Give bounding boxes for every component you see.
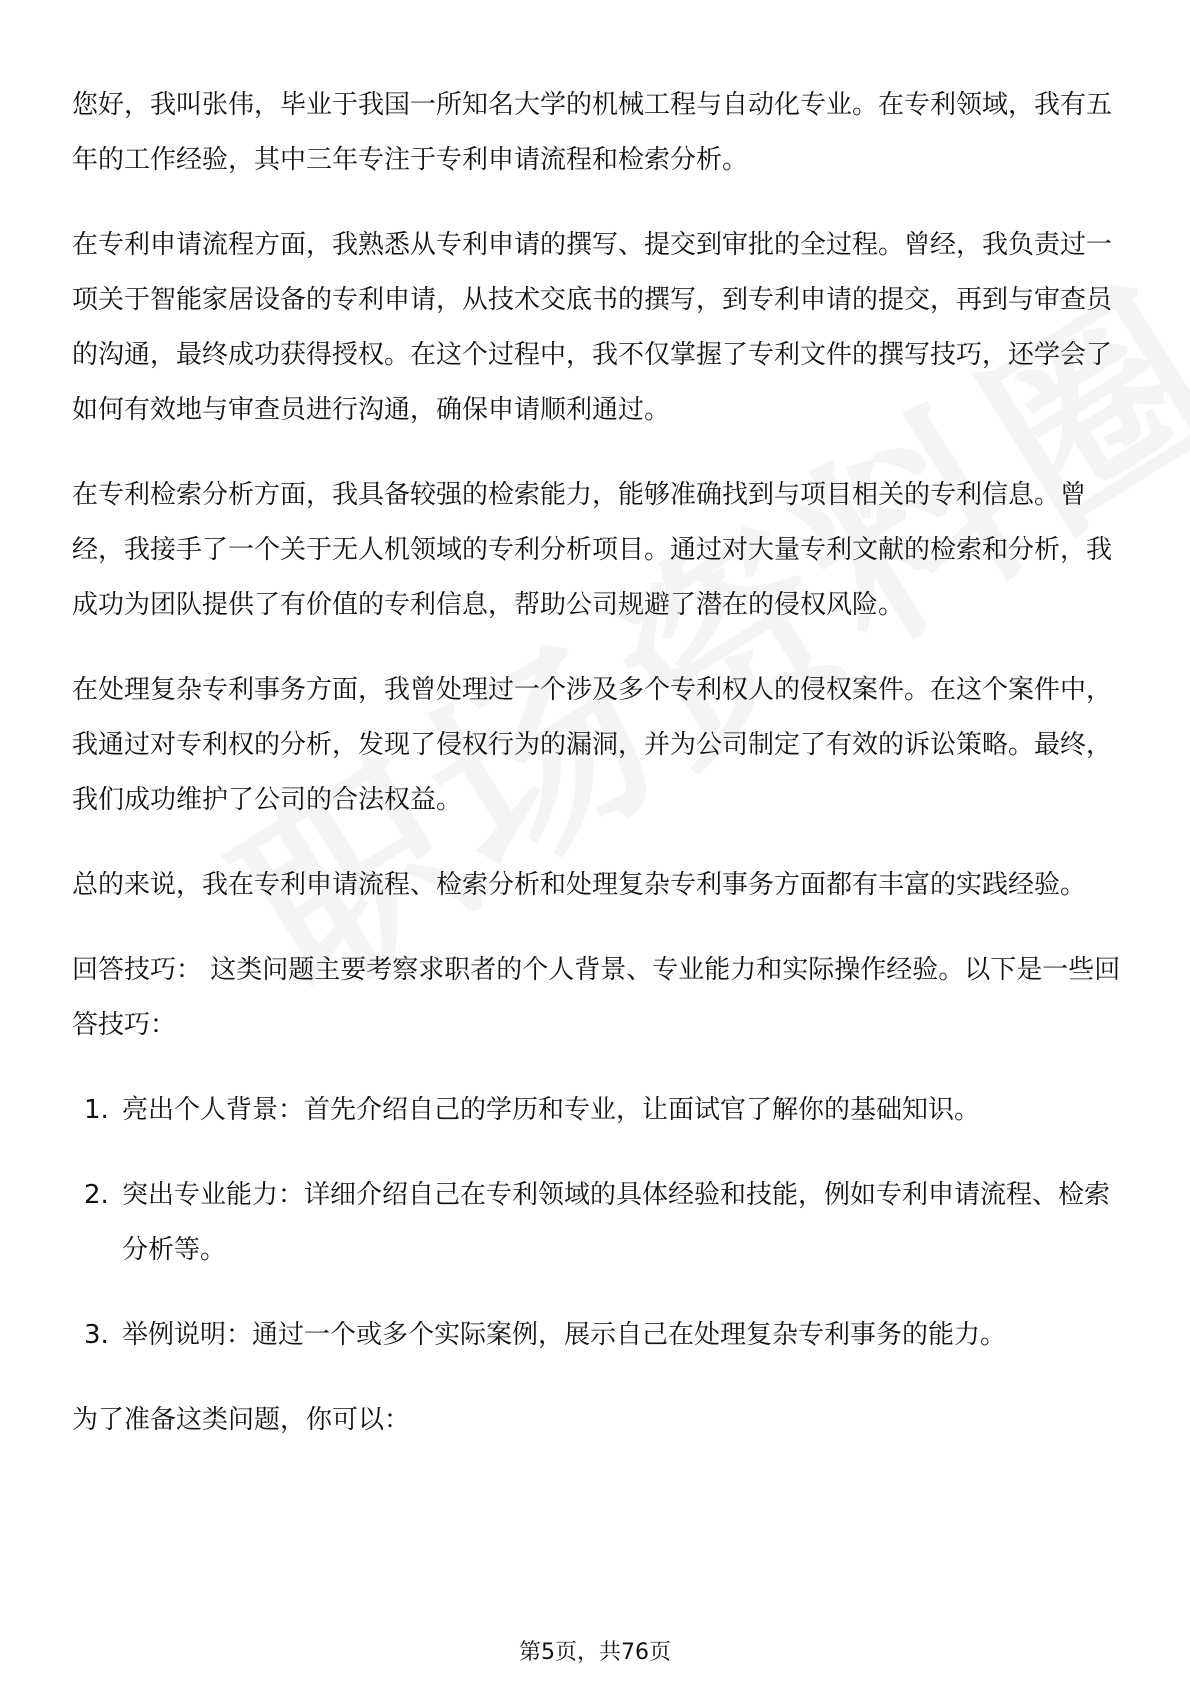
- list-item-text: 举例说明：通过一个或多个实际案例，展示自己在处理复杂专利事务的能力。: [122, 1320, 1007, 1350]
- list-item: [72, 1168, 1122, 1278]
- page-number: 第5页，共76页: [519, 1640, 671, 1665]
- paragraph-complex-affairs: 在处理复杂专利事务方面，我曾处理过一个涉及多个专利权人的侵权案件。在这个案件中，我通过对专利权的分析，发现了侵权行为的漏洞，并为公司制定了有效的诉讼策略。最终，我们成功维护了公司的合法权益。: [72, 675, 1113, 815]
- document-body: [72, 78, 1122, 1478]
- paragraph-search-analysis: 在专利检索分析方面，我具备较强的检索能力，能够准确找到与项目相关的专利信息。曾经，我接手了一个关于无人机领域的专利分析项目。通过对大量专利文献的检索和分析，我成功为团队提供了有价值的专利信息，帮助公司规避了潜在的侵权风险。: [72, 480, 1113, 620]
- list-item-number: 2.: [84, 1180, 109, 1210]
- list-item-text: 突出专业能力：详细介绍自己在专利领域的具体经验和技能，例如专利申请流程、检索分析等。: [122, 1180, 1111, 1265]
- paragraph-application-process: 在专利申请流程方面，我熟悉从专利申请的撰写、提交到审批的全过程。曾经，我负责过一项关于智能家居设备的专利申请，从技术交底书的撰写，到专利申请的提交，再到与审查员的沟通，最终成功获得授权。在这个过程中，我不仅掌握了专利文件的撰写技巧，还学会了如何有效地与审查员进行沟通，确保申请顺利通过。: [72, 230, 1113, 425]
- tips-list: [72, 1083, 1122, 1363]
- paragraph-intro: 您好，我叫张伟，毕业于我国一所知名大学的机械工程与自动化专业。在专利领域，我有五年的工作经验，其中三年专注于专利申请流程和检索分析。: [72, 90, 1113, 175]
- list-item-number: 1.: [84, 1095, 109, 1125]
- list-item: [72, 1308, 1122, 1363]
- paragraph-summary: 总的来说，我在专利申请流程、检索分析和处理复杂专利事务方面都有丰富的实践经验。: [72, 870, 1087, 900]
- list-item-text: 亮出个人背景：首先介绍自己的学历和专业，让面试官了解你的基础知识。: [122, 1095, 981, 1125]
- paragraph-answer-tips: 回答技巧： 这类问题主要考察求职者的个人背景、专业能力和实际操作经验。以下是一些回答技巧：: [72, 955, 1121, 1040]
- list-item: [72, 1083, 1122, 1138]
- list-item-number: 3.: [84, 1320, 109, 1350]
- paragraph-closing: 为了准备这类问题，你可以：: [72, 1405, 411, 1435]
